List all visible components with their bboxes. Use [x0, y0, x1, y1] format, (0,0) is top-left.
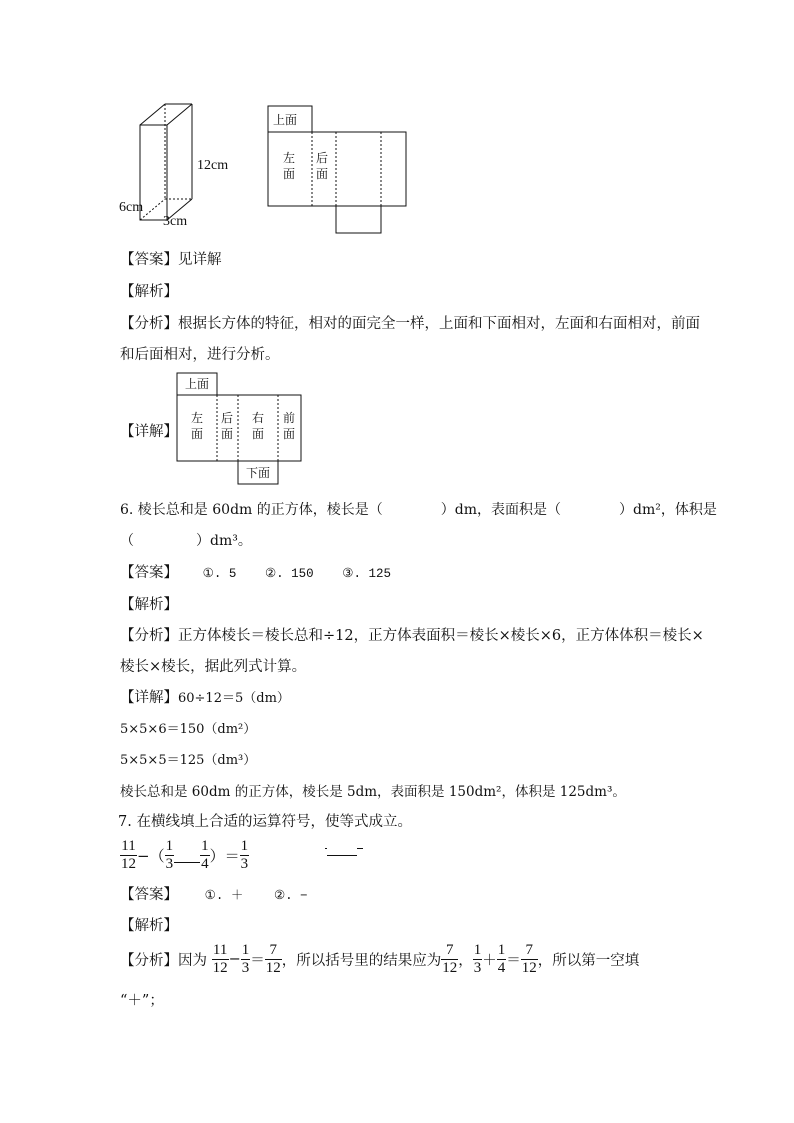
net2-front-label: 前 面	[283, 411, 296, 441]
q7-analysis-line1: 【分析】因为 $\frac{11}{12}$ − $\frac{1}{3}$ ＝ $\frac{7}{12}$ ，所以括号里的结果应为 $\frac{7}{12}$ ， $\frac{1}{3}$ ＋ $\frac{1}{4}$ ＝ $\frac{7}{12}$ ，所以第一空填	[120, 942, 640, 976]
q7-analysis-line2: “＋”；	[120, 993, 164, 1009]
answer-label: 【答案】	[120, 252, 178, 268]
q7-question: 7. 在横线填上合适的运算符号，使等式成立。	[118, 814, 412, 830]
q6-step2: 5×5×6＝150（dm²）	[120, 722, 257, 737]
net2-back-label: 后 面	[221, 411, 234, 441]
q5-analysis-line2: 和后面相对，进行分析。	[120, 347, 280, 363]
q7-answer: 【答案】 ①. ＋ ②. −	[120, 887, 308, 903]
net1-left-label: 左 面	[283, 151, 296, 181]
net1-top-label: 上面	[273, 113, 298, 127]
net2-top-label: 上面	[185, 377, 210, 391]
blank-line-2[interactable]	[327, 841, 357, 856]
q6-question-line1: 6. 棱长总和是 60dm 的正方体，棱长是（ ）dm，表面积是（ ）dm²，体积是	[120, 502, 717, 518]
q5-answer	[120, 248, 222, 269]
blank-line-1[interactable]	[174, 848, 200, 863]
cuboid-width-label: 3cm	[163, 214, 188, 229]
q5-jiexi: 【解析】	[120, 284, 178, 300]
q6-analysis-line2: 棱长×棱长，据此列式计算。	[120, 659, 307, 675]
q5-detail-label: 【详解】	[120, 424, 178, 440]
q6-detail: 【详解】60÷12＝5（dm）	[120, 690, 290, 706]
q6-answer: 【答案】 ①. 5 ②. 150 ③. 125	[120, 565, 391, 581]
q7-equation-1: $\frac{11}{12}$ −（ $\frac{1}{3}$ $\frac{1}{4}$ ）＝ $\frac{1}{3}$	[121, 838, 249, 872]
net2-right-label: 右 面	[252, 411, 265, 441]
q6-conclusion: 棱长总和是 60dm 的正方体，棱长是 5dm，表面积是 150dm²，体积是 125dm³。	[120, 784, 626, 800]
q6-analysis-line1: 【分析】正方体棱长＝棱长总和÷12，正方体表面积＝棱长×棱长×6，正方体体积＝棱长×	[120, 628, 704, 644]
cuboid-height-label: 12cm	[197, 158, 229, 173]
net1-back-label: 后 面	[316, 151, 329, 181]
q7-jiexi: 【解析】	[120, 918, 178, 934]
q6-jiexi: 【解析】	[120, 597, 178, 613]
net2-left-label: 左 面	[191, 411, 204, 441]
q5-analysis-line1: 【分析】根据长方体的特征，相对的面完全一样，上面和下面相对，左面和右面相对，前面	[120, 316, 700, 332]
answer-text: 见详解	[178, 252, 222, 268]
cuboid-depth-label: 6cm	[119, 200, 144, 215]
q7-equation-2	[325, 838, 363, 857]
q6-question-line2: （ ）dm³。	[120, 533, 252, 549]
q6-step3: 5×5×5＝125（dm³）	[120, 753, 257, 768]
net2-bottom-label: 下面	[246, 466, 271, 480]
